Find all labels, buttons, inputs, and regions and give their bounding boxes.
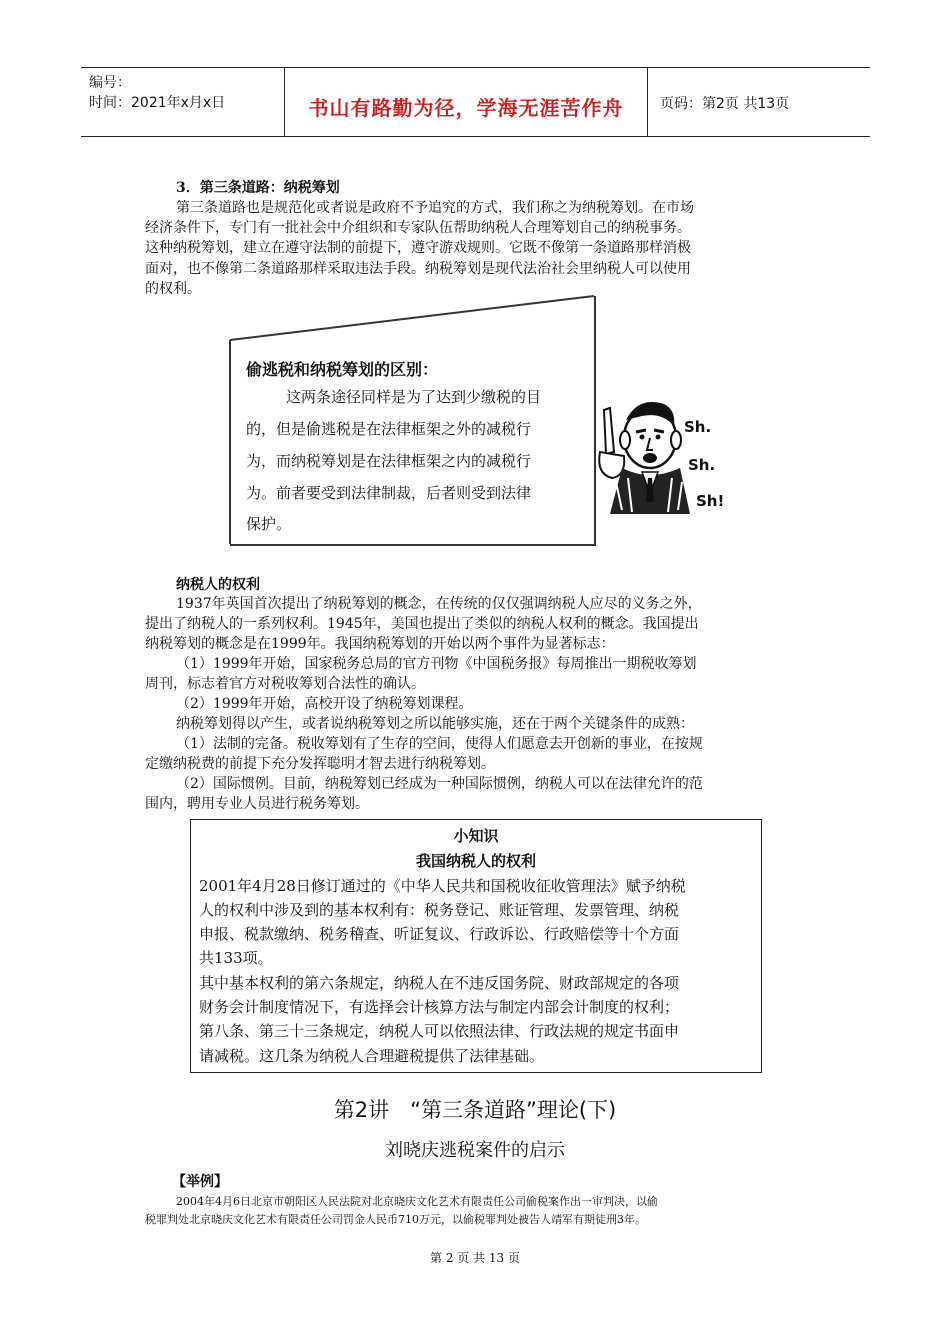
page-header <box>81 67 870 137</box>
serial-label: 编号： <box>89 75 131 91</box>
paragraph-line: （2）国际惯例。目前，纳税筹划已经成为一种国际惯例，纳税人可以在法律允许的范 <box>176 776 703 792</box>
shh-text: Sh. <box>688 456 716 474</box>
example-label: 【举例】 <box>172 1174 228 1190</box>
lecture-title: 第2讲 “第三条道路”理论(下) <box>333 1098 617 1122</box>
paragraph-line: 面对，也不像第二条道路那样采取违法手段。纳税筹划是现代法治社会里纳税人可以使用 <box>145 261 691 277</box>
paragraph-line: 围内，聘用专业人员进行税务筹划。 <box>145 796 369 812</box>
paragraph-line: 这种纳税筹划，建立在遵守法制的前提下，遵守游戏规则。它既不像第一条道路那样消极 <box>145 240 691 256</box>
knowledge-box <box>190 819 762 1073</box>
callout-title: 偷逃税和纳税筹划的区别： <box>246 360 439 379</box>
paragraph-line: 纳税筹划的概念是在1999年。我国纳税筹划的开始以两个事件为显著标志： <box>145 636 615 652</box>
header-page-cell <box>648 68 870 136</box>
callout-line: 保护。 <box>246 515 292 533</box>
callout-line: 为。前者要受到法律制裁，后者则受到法律 <box>246 484 532 502</box>
paragraph-line: （1）1999年开始，国家税务总局的官方刊物《中国税务报》每周推出一期税收筹划 <box>176 656 697 672</box>
callout-line: 的，但是偷逃税是在法律框架之外的减税行 <box>246 420 532 438</box>
shushing-man-illustration <box>592 382 732 522</box>
paragraph-line: 经济条件下，专门有一批社会中介组织和专家队伍帮助纳税人合理筹划自己的纳税事务。 <box>145 220 691 236</box>
section-heading: 3．第三条道路：纳税筹划 <box>176 180 340 196</box>
paragraph-line: （2）1999年开始，高校开设了纳税筹划课程。 <box>176 696 473 712</box>
shh-text: Sh. <box>684 418 712 436</box>
knowledge-box-line: 人的权利中涉及到的基本权利有：税务登记、账证管理、发票管理、纳税 <box>199 901 680 919</box>
callout-line: 为，而纳税筹划是在法律框架之内的减税行 <box>246 452 532 470</box>
paragraph-line: 周刊，标志着官方对税收筹划合法性的确认。 <box>145 676 425 692</box>
lecture-subtitle: 刘晓庆逃税案件的启示 <box>385 1140 565 1161</box>
page-info: 页码：第2页 共13页 <box>660 96 790 112</box>
header-motto-cell <box>285 68 648 136</box>
motto: 书山有路勤为径，学海无涯苦作舟 <box>308 96 624 120</box>
section-heading: 纳税人的权利 <box>176 577 260 593</box>
shh-text: Sh! <box>696 492 725 510</box>
paragraph-line: 第三条道路也是规范化或者说是政府不予追究的方式，我们称之为纳税筹划。在市场 <box>176 200 694 216</box>
callout-line: 这两条途径同样是为了达到少缴税的目 <box>286 388 542 406</box>
example-line: 税罪判处北京晓庆文化艺术有限责任公司罚金人民币710万元，以偷税罪判处被告人靖军有期徒刑3年。 <box>145 1213 646 1226</box>
paragraph-line: （1）法制的完备。税收筹划有了生存的空间，使得人们愿意去开创新的事业，在按规 <box>176 736 703 752</box>
knowledge-box-line: 共133项。 <box>199 949 273 967</box>
paragraph-line: 定缴纳税费的前提下充分发挥聪明才智去进行纳税筹划。 <box>145 756 495 772</box>
header-meta-cell <box>81 68 285 136</box>
example-line: 2004年4月6日北京市朝阳区人民法院对北京晓庆文化艺术有限责任公司偷税案作出一审判决，以偷 <box>176 1195 658 1208</box>
paragraph-line: 1937年英国首次提出了纳税筹划的概念，在传统的仅仅强调纳税人应尽的义务之外， <box>176 596 702 612</box>
knowledge-box-title: 小知识 <box>453 827 499 845</box>
knowledge-box-line: 财务会计制度情况下，有选择会计核算方法与制定内部会计制度的权利； <box>199 998 680 1016</box>
paragraph-line: 提出了纳税人的一系列权利。1945年，美国也提出了类似的纳税人权利的概念。我国提出 <box>145 616 699 632</box>
paragraph-line: 纳税筹划得以产生，或者说纳税筹划之所以能够实施，还在于两个关键条件的成熟： <box>176 716 694 732</box>
knowledge-box-line: 申报、税款缴纳、税务稽查、听证复议、行政诉讼、行政赔偿等十个方面 <box>199 925 680 943</box>
knowledge-box-subtitle: 我国纳税人的权利 <box>415 852 536 870</box>
knowledge-box-line: 第八条、第三十三条规定，纳税人可以依照法律、行政法规的规定书面申 <box>199 1022 680 1040</box>
knowledge-box-line: 请减税。这几条为纳税人合理避税提供了法律基础。 <box>199 1047 545 1065</box>
time-label: 时间：2021年x月x日 <box>89 95 226 111</box>
callout-left-edge <box>228 292 232 546</box>
knowledge-box-line: 2001年4月28日修订通过的《中华人民共和国税收征收管理法》赋予纳税 <box>199 877 686 895</box>
paragraph-line: 的权利。 <box>145 281 201 297</box>
page-footer: 第 2 页 共 13 页 <box>430 1251 520 1265</box>
knowledge-box-line: 其中基本权利的第六条规定，纳税人在不违反国务院、财政部规定的各项 <box>199 974 680 992</box>
